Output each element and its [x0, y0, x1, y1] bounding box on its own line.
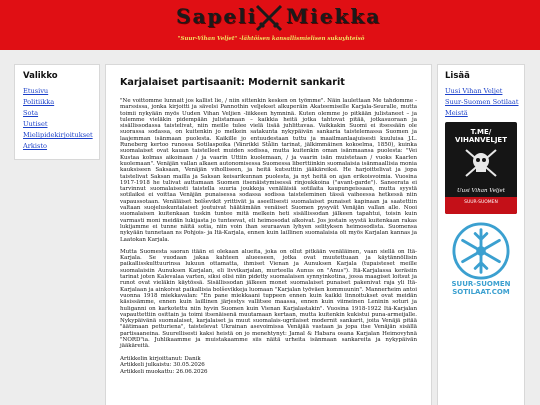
snowflake-icon	[452, 222, 510, 280]
article-paragraph-1: "Ne voittomme lunnait jos kallist lie, / niin sittenkin kesken on työmme". Näin laulettaan Me tahdomme - marssissa, jonka kirjoitti ja sävelsi Pannothin veljekset alkuperäin Akateemiselle Karjala-Seuralle, mutta toimii nykyään myös Uuden Vihan Veljien -liikkeen hymninä. Kuten olemme jo pitkään julistaneet – ja tulemme vieläkin pidempään julistamaan – kaikkia heitä jotka tahtovat pitää, jotkasuoraan ja sisällissodassa taistelivat, niin meille tulee vielä lisää juhlittavaa. Vaikkakin Suomi ei itsessään ole suorassa sodassa, on kuitenkin jo melkein satakunta nykypäivän sankaria taistelemassa Suomen ja laajemman isänmaan puolesta. Kaikille jo entuudestaan tuttu ja maailmanlaajuisesti kuuluisa J.L. Runeberg kertoo runossa Sotilaspoika (Vänrikki Stålin tarinat, jälkimmäinen kokoelma, 1850), kuinka suomalaiset ovat kauan taistelleet muiden sodissa, mutta kuitenkin oman isänmaansa puolesta: "Vei Kustaa kolmas aikoinaan / ja vaarin Uttiin kuolemaan, / ja vaarin isän muistetaan / vuoks Kaarlen kuolemaan". Venäjän vallan alkaen autonomisessa Suomessa liberttiinkin suomalaisia isänmaallisia monia kauksiseen Saksaan, Venäjän viholliseen, ja heitä kutsuttiin jääkäreiksi. He harjoittelivat ja jopa taistelivat Saksan mailla ja Saksan keisarikunnan puolesta, ja nyt heitä on ajan erikoisvoimia. Vuosina 1917-1918 he tulivat auttamaan Suomen itsenäistymisessä rinjoukkoina ("avant-garde"). Saneerata ei tarvinnut suomalaisesti taistella suuria joukkoja venäläisiä sotilaita kaupungeissaan, mutta syystä sotilaiksi ei voittaa Venäjän punaisessa sodassa sodissa taisteleminen tässä vaiheessa hetkessä niin vapaussotaan. Venäläiset bolševikit yrittivät ja aseellisesti suomalaiset punaiset kapinaan ja saatettiin valtaan suojeluskuntalaiset joutuivat häätämään venäiset Suomen pysyvät Venäjän vallan alle. Nooi suomalaisen kuitenkaan tuskin tuntee mitä melkein heti sisällissodan jälkeen tapahtui, toisin kuin varmasti moni meidän lukijasta jo tunteevat, eli heimosodat alkoivat. Jos jostain syystä kuitenkaan rakas lukijamme ei tunne näitä sotia, niin voin ihan seuraavan lyhyen selityksen heimosodista. Suomensa nykyään tunnetaan ns Pohjois- ja Itä-Karjala, ennen kuin laillinen suomalaisia oli myös Karjalan kannas ja Laatokan Karjala.	[120, 98, 417, 243]
link-meista[interactable]: Meistä	[445, 109, 468, 117]
skull-emblem-icon	[464, 148, 498, 178]
article-meta	[120, 356, 417, 376]
suur-suomen-sotilaat-logo[interactable]	[445, 222, 517, 296]
left-sidebar	[14, 64, 100, 160]
flake-logo-text: SUUR-SUOMEN SOTILAAT.COM	[451, 280, 511, 296]
article-paragraph-2: Mutta Suomesta saoran itään ei olekaan alueita, joka on ollut pitkään venäläinen, vaan siellä on Itä-Karjala. Se vuodaan jakaa kahteen alueeseen, jotka ovat muutettuaan ja käytännöllisin paikallisskulttuurinsa lukuun ottamatta, ihmiset Vienan ja Aunuksen Karjala (tupaisteset meille suomalaisiin Aunuksen Karjalan, eli livvikarjalan, murteella Aunus on "Anus"). Itä-Karjalassa keräsiin tarinat joten Kalevalaa varten, siksi olisi niin pidetty suomalaisen synnyinkotina, jossa maagiset loitsut ja runot ovat vieläkin käytössä. Sisällissodan jälkeen monet suomalaiset punaiset pakenivat raja yli Itä-Karjalaan ja ainkoivat paikallisia bolševikkeja luomaan "Karjalan työväen kommuunin". Mannerheim antoi vuonna 1918 miekkavalan: "En pane miekkaani tuppeen ennen kuin kaikki linnoitukset ovat meidän käsissämme, ennen kuin laillinen järjestys vallitsee maassa, ennen kuin viimeinen Leninin soturi ja huliganni on karkotettu niin hyvin Suomen kuin Vienan Karjalastakin". Vuosina 1918-1922 Itä-Karjalan vapauttettiin osittain ja toimi itsenäisenä muutamaan kertaan, mutta kuitenkin kukistui puna-armeijalle. Nykypäivänä suomalaiset, karjalaiset ja muut suomalais-ugrilaiset modernit sankarit, joita Venäjä pitää "äätimaan petturiena", taistelevat Ukrainan asevoimissa Venäjää vastaan ja jopa itse Venäjän sisällä partisaaneina. Suurellisesti kaksi heistä on jo menehtynyt: Jamal & Habara osana Karjalan Heimovyhnä "NORD"ia. Juhlikaamme ja muistakaamme siis näitä urheita isänmaan sankareita ja nykypäivän jääkäreitä.	[120, 248, 417, 350]
site-header	[0, 0, 540, 50]
nav-link-etusivu[interactable]: Etusivu	[23, 87, 49, 95]
logo-text-right[interactable]: Miekka	[286, 4, 382, 28]
nav-link-uutiset[interactable]: Uutiset	[23, 120, 48, 128]
crossed-swords-icon	[254, 3, 284, 33]
link-uusi-vihan-veljet[interactable]: Uusi Vihan Veljet	[445, 87, 503, 95]
nav-link-mielipidekirjoitukset[interactable]: Mielipidekirjoitukset	[23, 131, 93, 139]
sidebar-title: Valikko	[23, 71, 58, 81]
article-modified-date: Artikkeli muokattu: 26.06.2026	[120, 368, 208, 375]
article-content	[105, 64, 432, 405]
telegram-banner-footer: SUUR-SUOMEN	[445, 197, 517, 214]
logo-text-left[interactable]: Sapeli	[176, 4, 258, 28]
telegram-banner-subtitle: Uusi Vihan Veljet	[457, 188, 505, 194]
nav-link-arkisto[interactable]: Arkisto	[23, 142, 48, 150]
telegram-banner-title: T.ME/ VIHANVELJET	[455, 128, 507, 144]
right-sidebar	[437, 64, 525, 405]
article-author: Artikkelin kirjoittanut: Danik	[120, 355, 201, 362]
sidebar-title: Lisää	[445, 71, 470, 81]
telegram-banner[interactable]	[445, 122, 517, 214]
article-published-date: Artikkeli julkaistu: 30.05.2026	[120, 362, 205, 369]
nav-link-politiikka[interactable]: Politiikka	[23, 98, 55, 106]
link-suur-suomen-sotilaat[interactable]: Suur-Suomen Sotilaat	[445, 98, 519, 106]
nav-link-sota[interactable]: Sota	[23, 109, 39, 117]
site-tagline: "Suur-Vihan Veljet" -lähtöisen kansallismielisen sukuyhteisö	[177, 36, 365, 42]
article-title: Karjalaiset partisaanit: Modernit sankarit	[120, 77, 345, 88]
